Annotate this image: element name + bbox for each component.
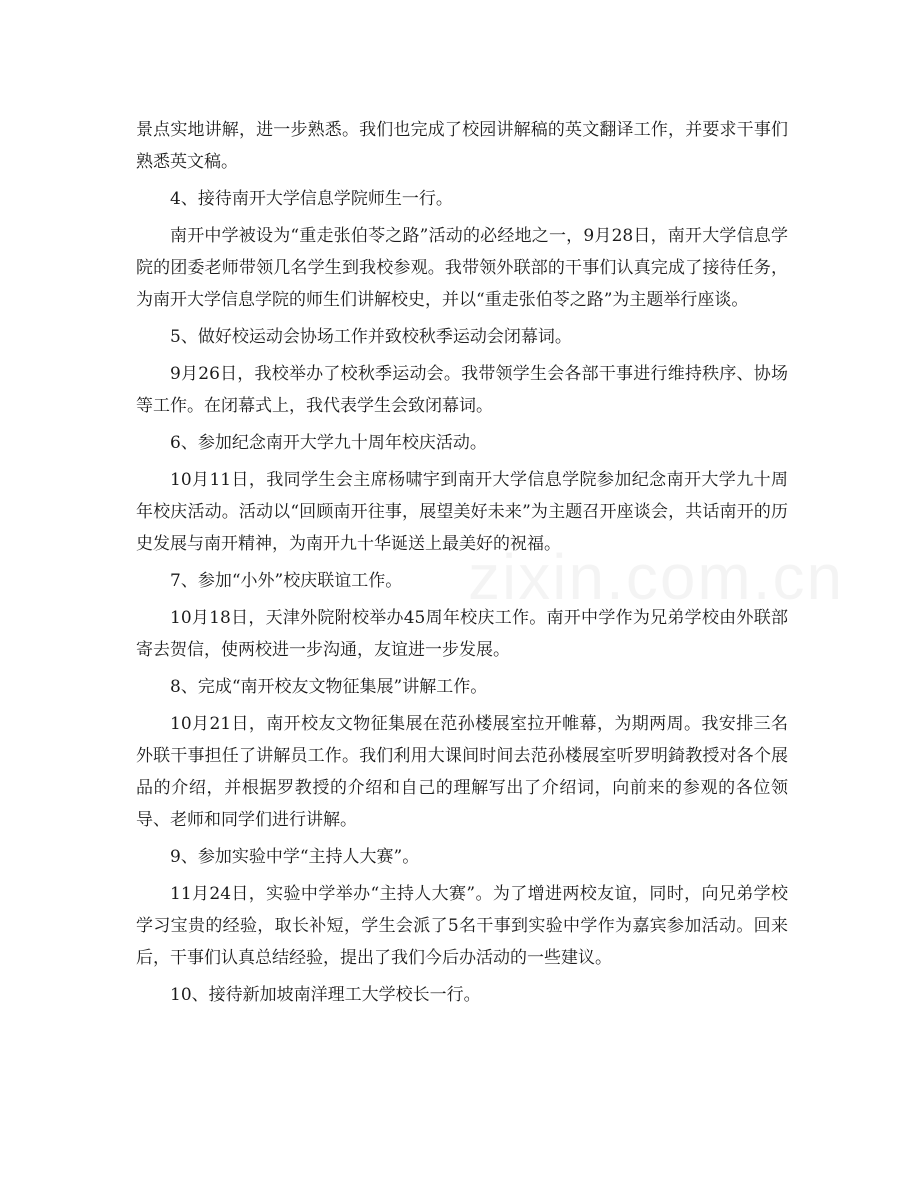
paragraph: 11月24日，实验中学举办“主持人大赛”。为了增进两校友谊，同时，向兄弟学校学习宝贵的经验，取长补短，学生会派了5名干事到实验中学作为嘉宾参加活动。回来后，干事们认真总结经验，提出了我们今后办活动的一些建议。 — [136, 884, 788, 968]
paragraph: 10、接待新加坡南洋理工大学校长一行。 — [170, 985, 481, 1005]
paragraph: 4、接待南开大学信息学院师生一行。 — [170, 189, 453, 209]
paragraph: 10月18日，天津外院附校举办45周年校庆工作。南开中学作为兄弟学校由外联部寄去贺信，使两校进一步沟通，友谊进一步发展。 — [136, 608, 788, 660]
paragraph: 5、做好校运动会协场工作并致校秋季运动会闭幕词。 — [170, 327, 572, 347]
paragraph: 南开中学被设为“重走张伯苓之路”活动的必经地之一，9月28日，南开大学信息学院的团委老师带领几名学生到我校参观。我带领外联部的干事们认真完成了接待任务，为南开大学信息学院的师生们讲解校史，并以“重走张伯苓之路”为主题举行座谈。 — [136, 226, 788, 310]
paragraph: 9、参加实验中学“主持人大赛”。 — [170, 847, 420, 867]
paragraph: 6、参加纪念南开大学九十周年校庆活动。 — [170, 433, 487, 453]
paragraph: 10月21日，南开校友文物征集展在范孙楼展室拉开帷幕，为期两周。我安排三名外联干事担任了讲解员工作。我们利用大课间时间去范孙楼展室听罗明錡教授对各个展品的介绍，并根据罗教授的介绍和自己的理解写出了介绍词，向前来的参观的各位领导、老师和同学们进行讲解。 — [136, 714, 788, 830]
paragraph: 景点实地讲解，进一步熟悉。我们也完成了校园讲解稿的英文翻译工作，并要求干事们熟悉英文稿。 — [136, 120, 788, 172]
paragraph: 8、完成“南开校友文物征集展”讲解工作。 — [170, 677, 488, 697]
paragraph: 7、参加“小外”校庆联谊工作。 — [170, 571, 403, 591]
paragraph: 10月11日，我同学生会主席杨啸宇到南开大学信息学院参加纪念南开大学九十周年校庆活动。活动以“回顾南开往事，展望美好未来”为主题召开座谈会，共话南开的历史发展与南开精神，为南开九十华诞送上最美好的祝福。 — [136, 470, 788, 554]
document-body — [136, 114, 788, 1016]
paragraph: 9月26日，我校举办了校秋季运动会。我带领学生会各部干事进行维持秩序、协场等工作。在闭幕式上，我代表学生会致闭幕词。 — [136, 364, 788, 416]
